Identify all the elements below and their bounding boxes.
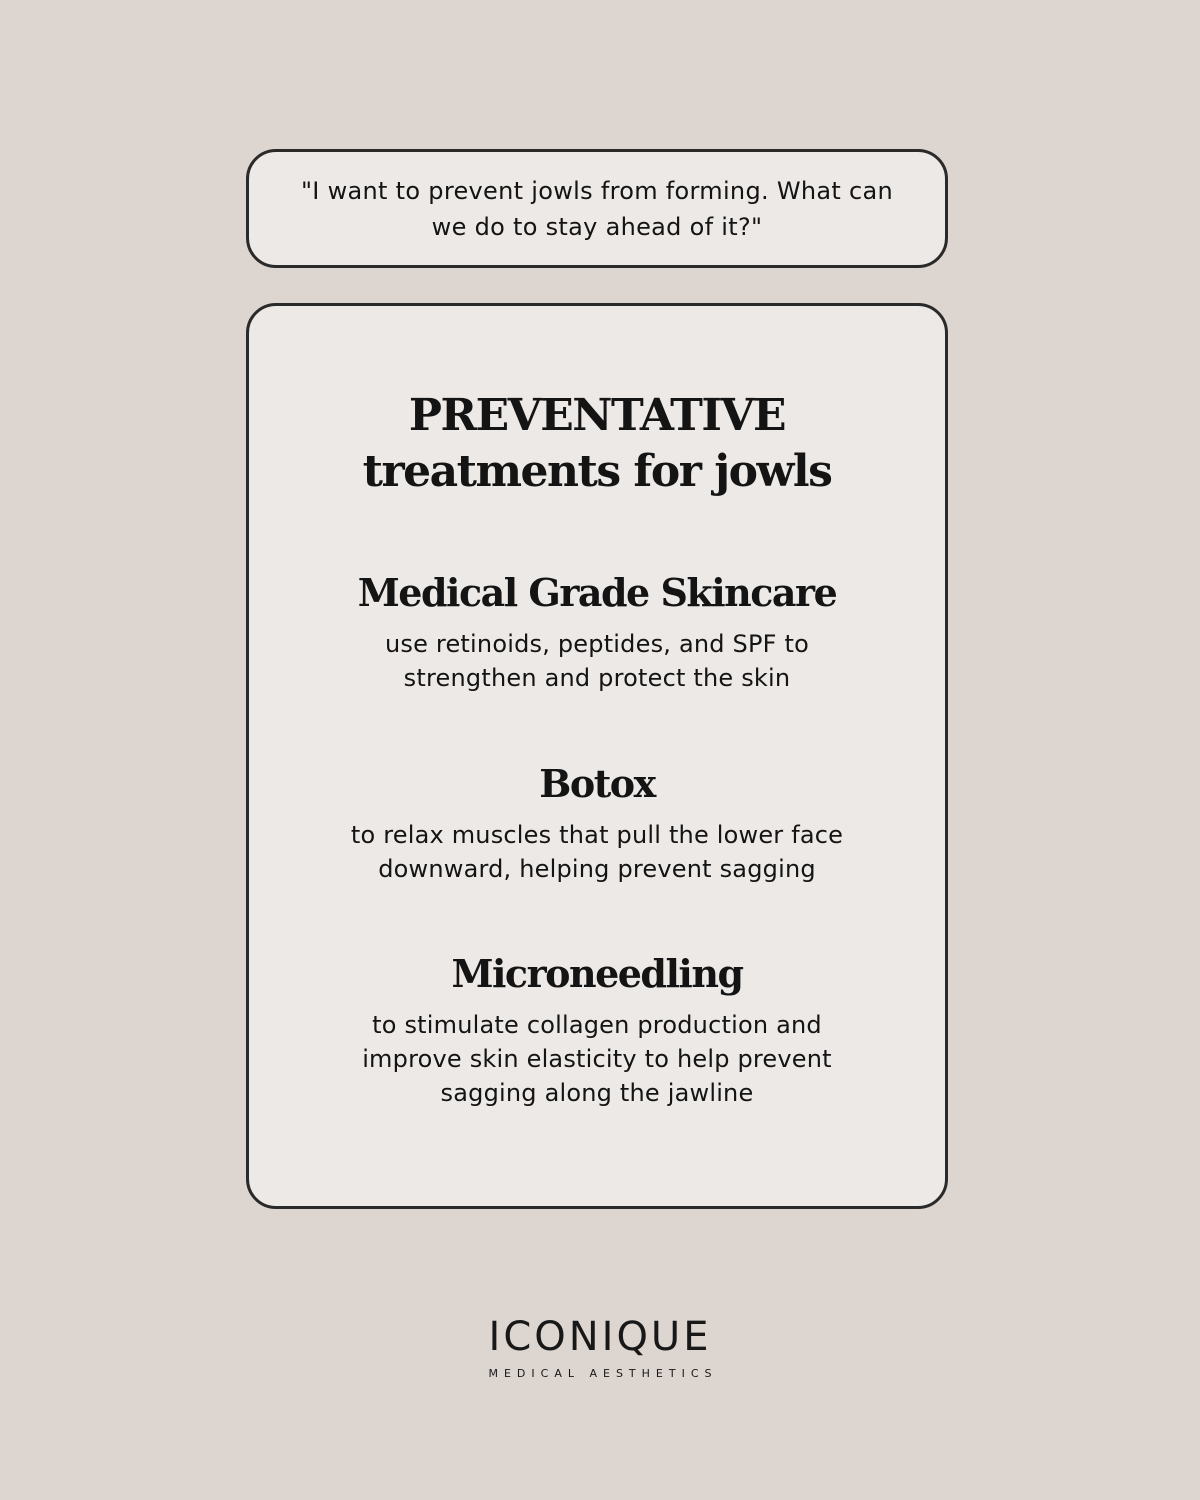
treatment-microneedling: [249, 950, 945, 1110]
treatment-botox: [249, 760, 945, 886]
treatment-description: to relax muscles that pull the lower face downward, helping prevent sagging: [350, 821, 844, 883]
question-text: "I want to prevent jowls from forming. What can we do to stay ahead of it?": [300, 176, 894, 241]
brand-name: ICONIQUE: [488, 1314, 712, 1360]
treatments-card: [246, 303, 948, 1209]
brand-logo: [0, 1313, 1200, 1380]
treatment-skincare: [249, 569, 945, 695]
treatment-heading: Microneedling: [451, 951, 743, 996]
treatment-heading: Botox: [539, 761, 655, 806]
brand-tagline: MEDICAL AESTHETICS: [488, 1367, 718, 1380]
question-bubble: [246, 149, 948, 268]
treatment-heading: Medical Grade Skincare: [357, 570, 837, 615]
card-title: [249, 388, 945, 500]
treatment-description: use retinoids, peptides, and SPF to strengthen and protect the skin: [385, 630, 809, 692]
treatment-description: to stimulate collagen production and improve skin elasticity to help prevent sagging along the jawline: [362, 1011, 832, 1107]
card-title-line-2: treatments for jowls: [362, 446, 832, 497]
card-title-line-1: PREVENTATIVE: [408, 390, 786, 441]
